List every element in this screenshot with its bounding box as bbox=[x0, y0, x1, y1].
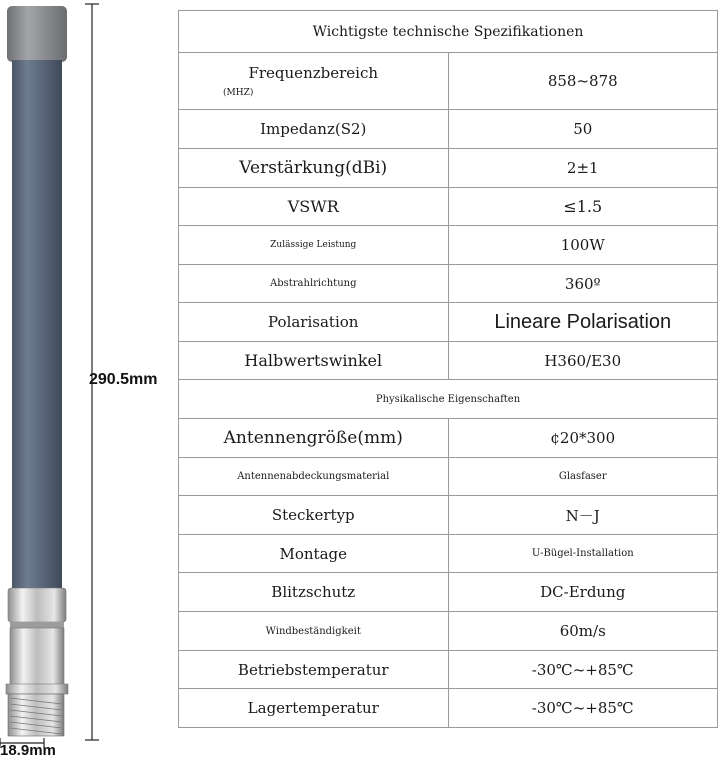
spec-label: Betriebstemperatur bbox=[179, 651, 449, 689]
spec-label: Blitzschutz bbox=[179, 573, 449, 612]
spec-label: Polarisation bbox=[179, 303, 449, 342]
spec-label: VSWR bbox=[179, 188, 449, 226]
table-row bbox=[179, 651, 718, 689]
table-row bbox=[179, 226, 718, 265]
spec-value: Glasfaser bbox=[448, 458, 718, 496]
spec-label: Steckertyp bbox=[179, 496, 449, 535]
spec-value: ≤1.5 bbox=[448, 188, 718, 226]
spec-label: Zulässige Leistung bbox=[179, 226, 449, 265]
spec-value: Lineare Polarisation bbox=[448, 303, 718, 342]
table-row bbox=[179, 612, 718, 651]
spec-value: -30℃~+85℃ bbox=[448, 651, 718, 689]
table-row bbox=[179, 188, 718, 226]
table-row bbox=[179, 573, 718, 612]
table-row bbox=[179, 265, 718, 303]
section-title: Physikalische Eigenschaften bbox=[179, 380, 718, 419]
spec-table bbox=[178, 10, 718, 728]
spec-label: Antennengröße(mm) bbox=[179, 419, 449, 458]
spec-value: 60m/s bbox=[448, 612, 718, 651]
spec-value: DC-Erdung bbox=[448, 573, 718, 612]
width-dimension-label: 18.9mm bbox=[0, 742, 56, 759]
table-row bbox=[179, 303, 718, 342]
connector-body bbox=[10, 628, 64, 686]
table-row bbox=[179, 53, 718, 110]
connector-collar bbox=[8, 588, 66, 622]
spec-label: Abstrahlrichtung bbox=[179, 265, 449, 303]
spec-label: Windbeständigkeit bbox=[179, 612, 449, 651]
spec-value: 858~878 bbox=[448, 53, 718, 110]
spec-label: Frequenzbereich bbox=[248, 64, 379, 82]
spec-label: Halbwertswinkel bbox=[179, 342, 449, 380]
spec-label: Impedanz(S2) bbox=[179, 110, 449, 149]
table-title-row bbox=[179, 11, 718, 53]
antenna-radome bbox=[12, 60, 62, 590]
spec-value: U-Bügel-Installation bbox=[448, 535, 718, 573]
spec-value: 100W bbox=[448, 226, 718, 265]
spec-value: 360º bbox=[448, 265, 718, 303]
spec-value: 50 bbox=[448, 110, 718, 149]
spec-unit: (MHZ) bbox=[223, 88, 254, 98]
spec-table-title: Wichtigste technische Spezifikationen bbox=[179, 11, 718, 53]
table-row bbox=[179, 496, 718, 535]
spec-value: -30℃~+85℃ bbox=[448, 689, 718, 728]
section-header-row bbox=[179, 380, 718, 419]
spec-value: ¢20*300 bbox=[448, 419, 718, 458]
spec-label: Montage bbox=[179, 535, 449, 573]
spec-value: H360/E30 bbox=[448, 342, 718, 380]
table-row bbox=[179, 419, 718, 458]
spec-value: 2±1 bbox=[448, 149, 718, 188]
table-row bbox=[179, 689, 718, 728]
table-row bbox=[179, 458, 718, 496]
spec-label: Lagertemperatur bbox=[179, 689, 449, 728]
antenna-end-cap bbox=[7, 6, 67, 62]
height-dimension-label: 290.5mm bbox=[89, 371, 158, 388]
spec-label: Antennenabdeckungsmaterial bbox=[179, 458, 449, 496]
table-row bbox=[179, 342, 718, 380]
table-row bbox=[179, 535, 718, 573]
table-row bbox=[179, 149, 718, 188]
table-row bbox=[179, 110, 718, 149]
spec-label: Verstärkung(dBi) bbox=[179, 149, 449, 188]
spec-value: N－J bbox=[448, 496, 718, 535]
